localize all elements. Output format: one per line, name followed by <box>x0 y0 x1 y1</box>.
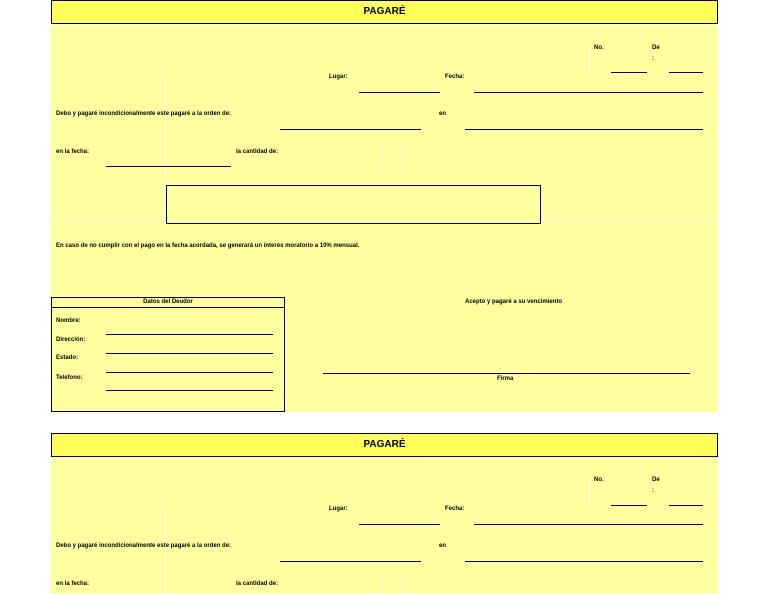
interest-text: En caso de no cumplir con el pago en la fecha acordada, se generará un interés moratorio a 10% mensual. <box>56 243 360 249</box>
nombre-label: Nombre: <box>56 318 81 324</box>
grid-line <box>403 577 404 594</box>
promise-text: Debo y pagaré incondicionalmente este pagaré a la orden de: <box>56 111 232 117</box>
grid-line <box>589 478 590 508</box>
lugar-label: Lugar: <box>329 506 348 512</box>
telefono-field[interactable] <box>106 390 273 391</box>
no-field[interactable] <box>611 505 647 506</box>
no-field[interactable] <box>611 72 647 73</box>
no-label: No. <box>594 477 604 483</box>
en-field[interactable] <box>465 129 703 130</box>
en-fecha-label: en la fecha: <box>56 149 90 155</box>
en-label: en <box>439 543 447 549</box>
fecha-label: Fecha: <box>445 506 465 512</box>
note-2-body <box>51 457 718 594</box>
de-field[interactable] <box>669 505 703 506</box>
signature-line[interactable] <box>323 373 690 374</box>
note-1-title: PAGARÉ <box>363 6 406 17</box>
grid-line <box>589 45 590 75</box>
fecha-field[interactable] <box>474 92 703 93</box>
promise-text: Debo y pagaré incondicionalmente este pagaré a la orden de: <box>56 543 232 549</box>
amount-box[interactable] <box>166 185 541 224</box>
grid-line <box>380 577 381 594</box>
grid-line <box>165 505 166 594</box>
note-1-title-bar <box>51 0 718 24</box>
direccion-label: Dirección: <box>56 337 86 343</box>
en-label: en <box>439 111 447 117</box>
cantidad-label: la cantidad de: <box>236 149 279 155</box>
fecha-field[interactable] <box>474 524 703 525</box>
en-fecha-label: en la fecha: <box>56 581 90 587</box>
telefono-label: Telefono: <box>56 375 83 381</box>
debtor-box <box>51 297 285 412</box>
note-2-title: PAGARÉ <box>363 439 406 450</box>
de-field[interactable] <box>669 72 703 73</box>
de-colon: : <box>652 56 654 62</box>
fecha-label: Fecha: <box>445 74 465 80</box>
orden-de-field[interactable] <box>280 561 421 562</box>
cantidad-label: la cantidad de: <box>236 581 279 587</box>
de-colon: : <box>652 488 654 494</box>
note-2-title-bar <box>51 433 718 457</box>
lugar-field[interactable] <box>359 524 440 525</box>
de-label: De <box>652 477 660 483</box>
lugar-field[interactable] <box>359 92 440 93</box>
lugar-label: Lugar: <box>329 74 348 80</box>
no-label: No. <box>594 45 604 51</box>
en-fecha-field[interactable] <box>106 166 231 167</box>
orden-de-field[interactable] <box>280 129 421 130</box>
direccion-field[interactable] <box>106 353 273 354</box>
accept-text: Acepto y pagaré a su vencimiento <box>465 299 563 305</box>
debtor-title: Datos del Deudor <box>52 298 284 308</box>
firma-label: Firma <box>497 376 514 382</box>
nombre-field[interactable] <box>106 334 273 335</box>
en-field[interactable] <box>465 561 703 562</box>
estado-field[interactable] <box>106 372 273 373</box>
grid-line <box>403 145 404 165</box>
grid-line <box>380 145 381 165</box>
de-label: De <box>652 45 660 51</box>
estado-label: Estado: <box>56 355 79 361</box>
